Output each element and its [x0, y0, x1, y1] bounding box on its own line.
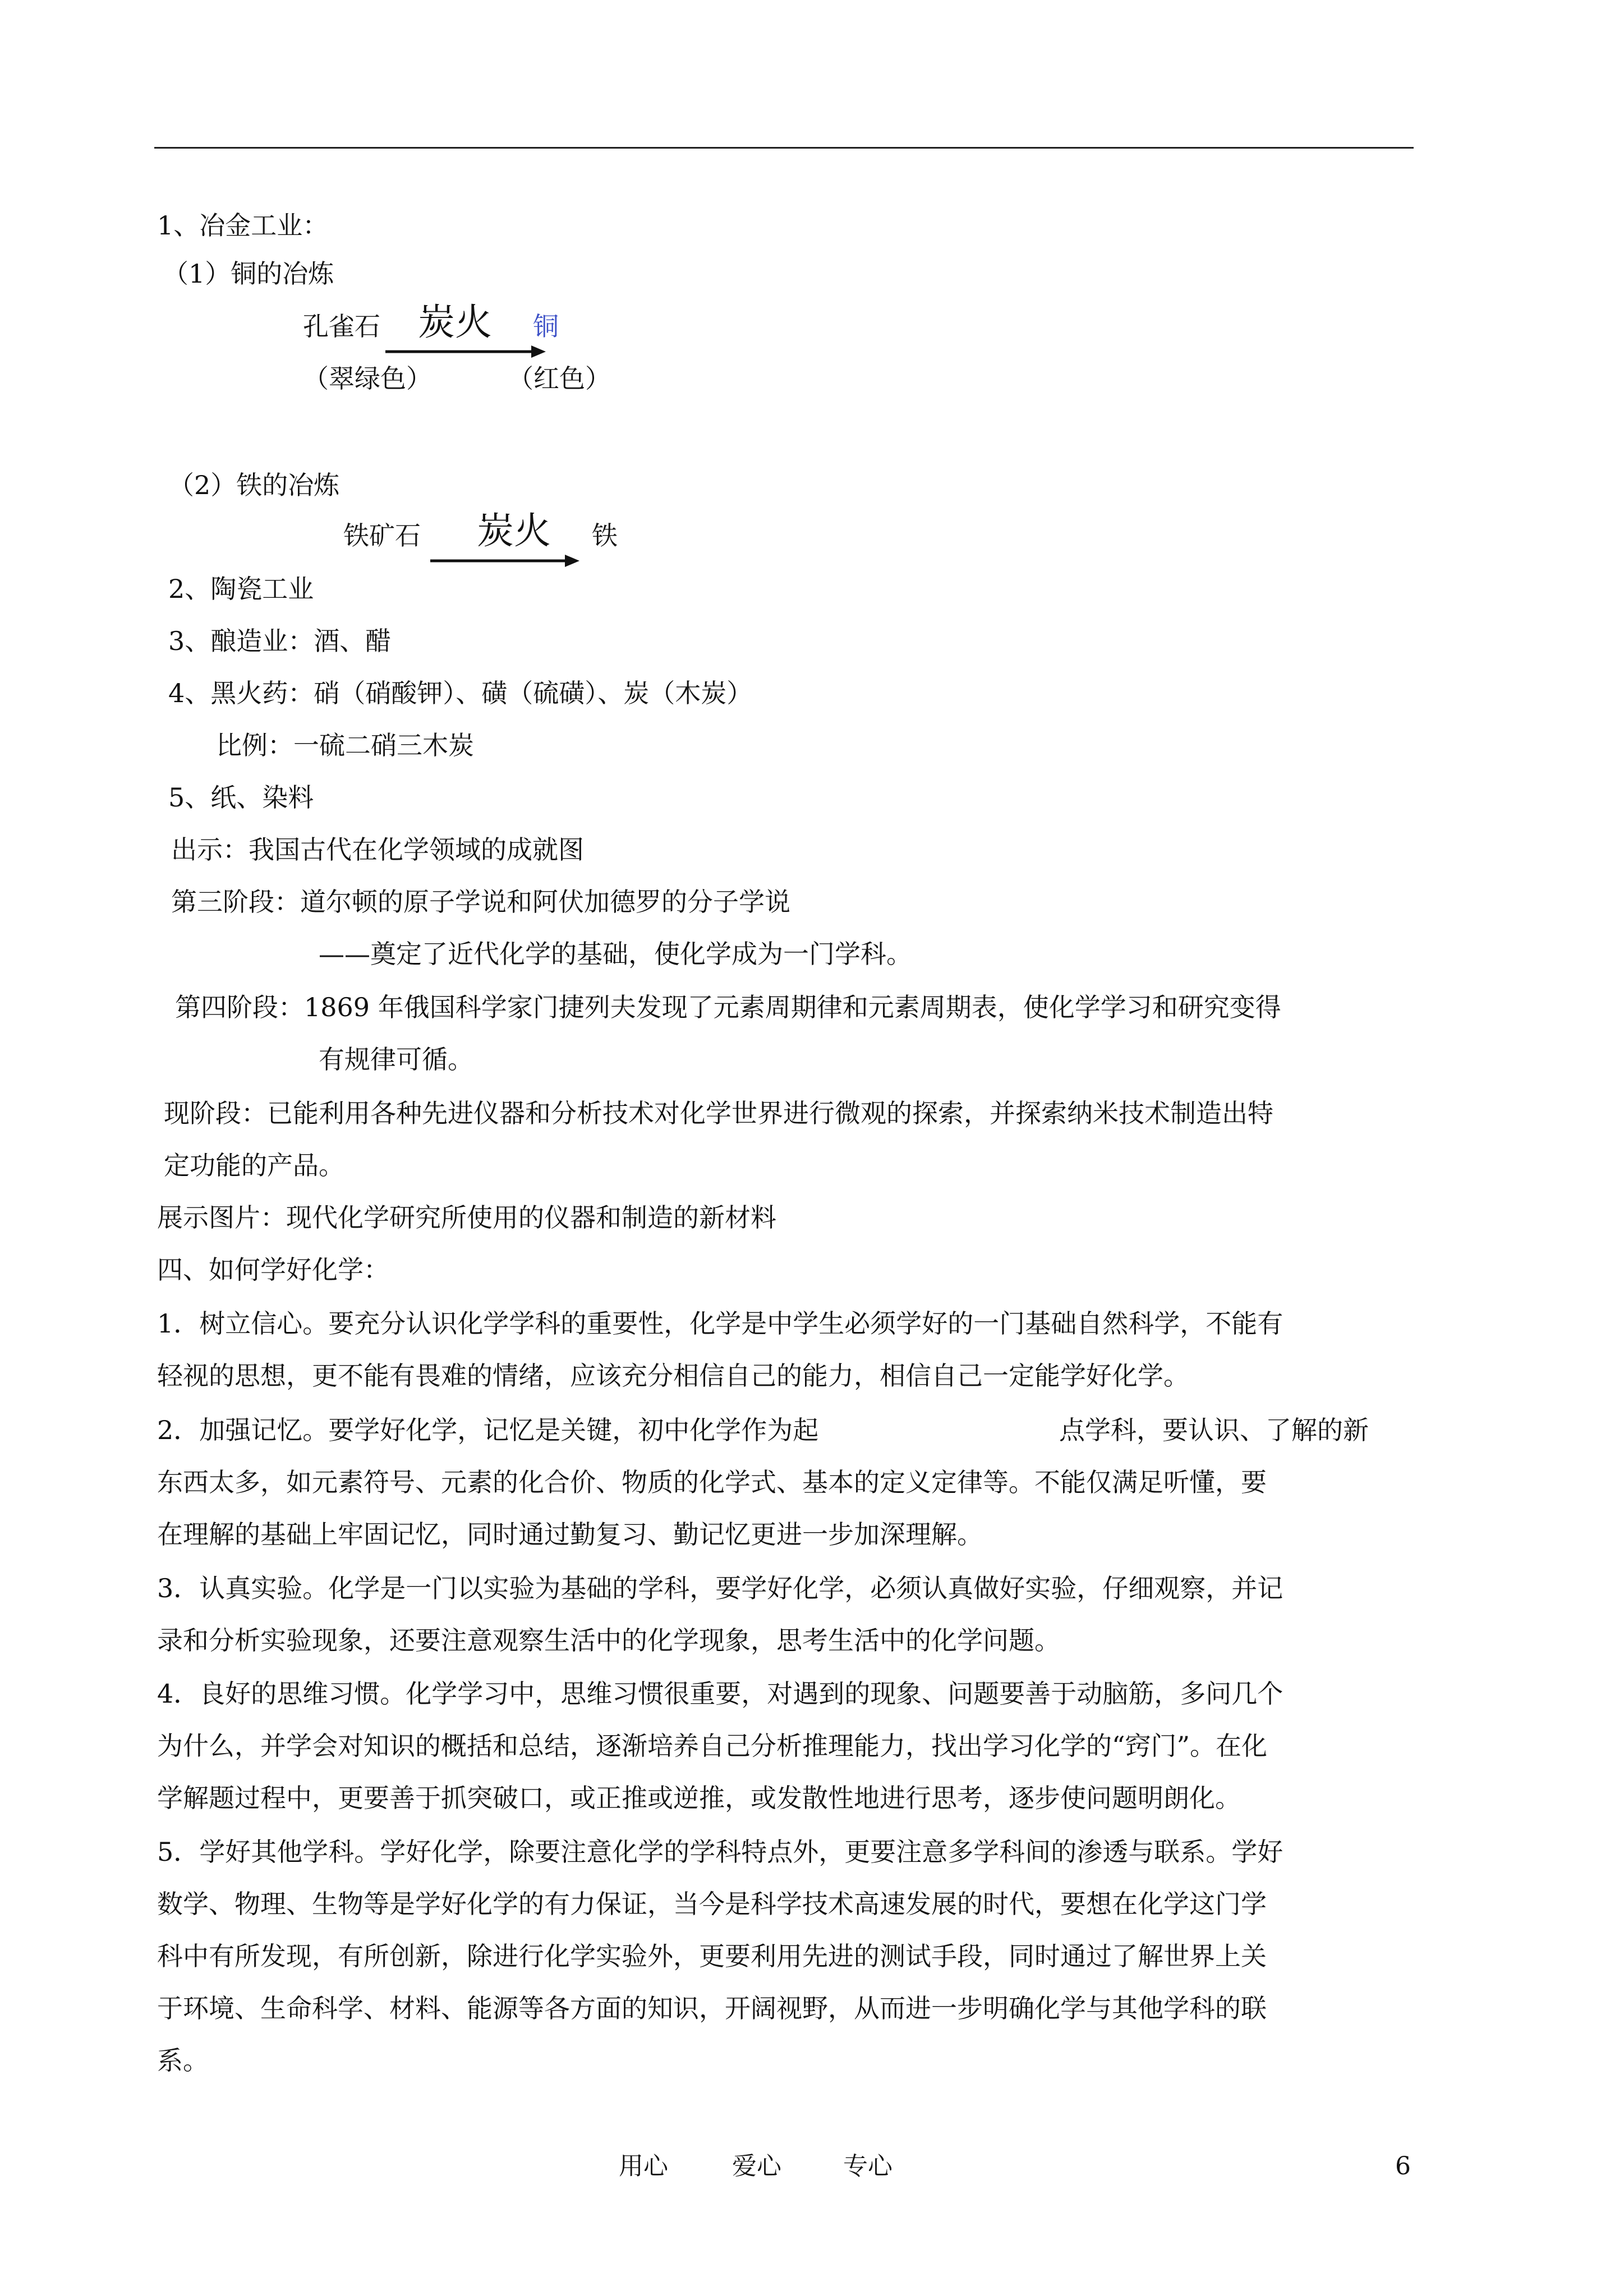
paragraph-3-line: 3．认真实验。化学是一门以实验为基础的学科，要学好化学，必须认真做好实验，仔细观察，并记 [157, 1573, 1283, 1603]
iron-smelting-title: （2）铁的冶炼 [168, 470, 340, 500]
copper-condition: 炭火 [418, 301, 492, 344]
current-stage-line-2: 定功能的产品。 [164, 1150, 344, 1181]
gunpowder-item: 4、黑火药：硝（硝酸钾）、磺（硫磺）、炭（木炭） [168, 678, 753, 708]
paragraph-2-line: 东西太多，如元素符号、元素的化合价、物质的化学式、基本的定义定律等。不能仅满足听懂，要 [157, 1467, 1267, 1497]
paragraph-5-line: 数学、物理、生物等是学好化学的有力保证，当今是科学技术高速发展的时代，要想在化学这门学 [157, 1889, 1267, 1919]
paragraph-4-line: 为什么，并学会对知识的概括和总结，逐渐培养自己分析推理能力，找出学习化学的“窍门”。在化 [157, 1731, 1268, 1761]
iron-condition: 炭火 [477, 509, 551, 552]
footer-motto-1: 用心 [619, 2152, 668, 2180]
paragraph-5-line: 科中有所发现，有所创新，除进行化学实验外，更要利用先进的测试手段，同时通过了解世界上关 [157, 1941, 1267, 1971]
ceramics-item: 2、陶瓷工业 [168, 574, 314, 604]
brewing-item: 3、酿造业：酒、醋 [168, 626, 392, 656]
paragraph-2-line: 在理解的基础上牢固记忆，同时通过勤复习、勤记忆更进一步加深理解。 [157, 1519, 983, 1550]
header-rule [154, 147, 1414, 149]
copper-reaction-arrow [384, 343, 547, 360]
paragraph-1-line: 轻视的思想，更不能有畏难的情绪，应该充分相信自己的能力，相信自己一定能学好化学。 [157, 1361, 1189, 1391]
paragraph-5-line: 于环境、生命科学、材料、能源等各方面的知识，开阔视野，从而进一步明确化学与其他学科的联 [157, 1993, 1267, 2023]
page-number: 6 [1395, 2152, 1411, 2180]
show-achievements: 出示：我国古代在化学领域的成就图 [171, 835, 584, 865]
how-to-learn-heading: 四、如何学好化学： [157, 1255, 389, 1285]
footer-motto-2: 爱心 [732, 2152, 781, 2180]
paragraph-2-line-start: 2．加强记忆。要学好化学，记忆是关键，初中化学作为起 [157, 1415, 819, 1445]
copper-product: 铜 [533, 311, 559, 342]
footer-motto-3: 专心 [843, 2152, 892, 2180]
iron-reactant: 铁矿石 [343, 520, 421, 551]
copper-product-color: （红色） [508, 363, 611, 394]
copper-reactant-color: （翠绿色） [303, 363, 432, 394]
copper-smelting-title: （1）铜的冶炼 [163, 259, 334, 289]
current-stage-line-1: 现阶段：已能利用各种先进仪器和分析技术对化学世界进行微观的探索，并探索纳米技术制造出特 [164, 1098, 1273, 1128]
paragraph-1-line: 1．树立信心。要充分认识化学学科的重要性，化学是中学生必须学好的一门基础自然科学，不能有 [157, 1308, 1283, 1339]
paragraph-5-line: 5．学好其他学科。学好化学，除要注意化学的学科特点外，更要注意多学科间的渗透与联系。学好 [157, 1837, 1283, 1867]
gunpowder-ratio: 比例：一硫二硝三木炭 [216, 730, 474, 760]
copper-reactant: 孔雀石 [303, 311, 380, 342]
paragraph-4-line: 4．良好的思维习惯。化学学习中，思维习惯很重要，对遇到的现象、问题要善于动脑筋，多问几个 [157, 1679, 1283, 1709]
paper-dye-item: 5、纸、染料 [168, 782, 314, 813]
paragraph-3-line: 录和分析实验现象，还要注意观察生活中的化学现象，思考生活中的化学问题。 [157, 1625, 1060, 1656]
paragraph-4-line: 学解题过程中，更要善于抓突破口，或正推或逆推，或发散性地进行思考，逐步使问题明朗化。 [157, 1783, 1241, 1813]
paragraph-5-line: 系。 [157, 2045, 209, 2076]
display-pictures: 展示图片：现代化学研究所使用的仪器和制造的新材料 [157, 1202, 776, 1233]
stage-four-line-2: 有规律可循。 [319, 1044, 473, 1075]
paragraph-2-line-end: 点学科，要认识、了解的新 [1059, 1415, 1369, 1445]
metallurgy-heading: 1、冶金工业： [157, 210, 329, 241]
iron-product: 铁 [592, 520, 618, 551]
stage-three-note: ——奠定了近代化学的基础，使化学成为一门学科。 [319, 939, 912, 969]
iron-reaction-arrow [429, 552, 581, 569]
stage-three: 第三阶段：道尔顿的原子学说和阿伏加德罗的分子学说 [171, 887, 790, 917]
stage-four-line-1: 第四阶段：1869 年俄国科学家门捷列夫发现了元素周期律和元素周期表，使化学学习和研究变得 [175, 992, 1281, 1022]
